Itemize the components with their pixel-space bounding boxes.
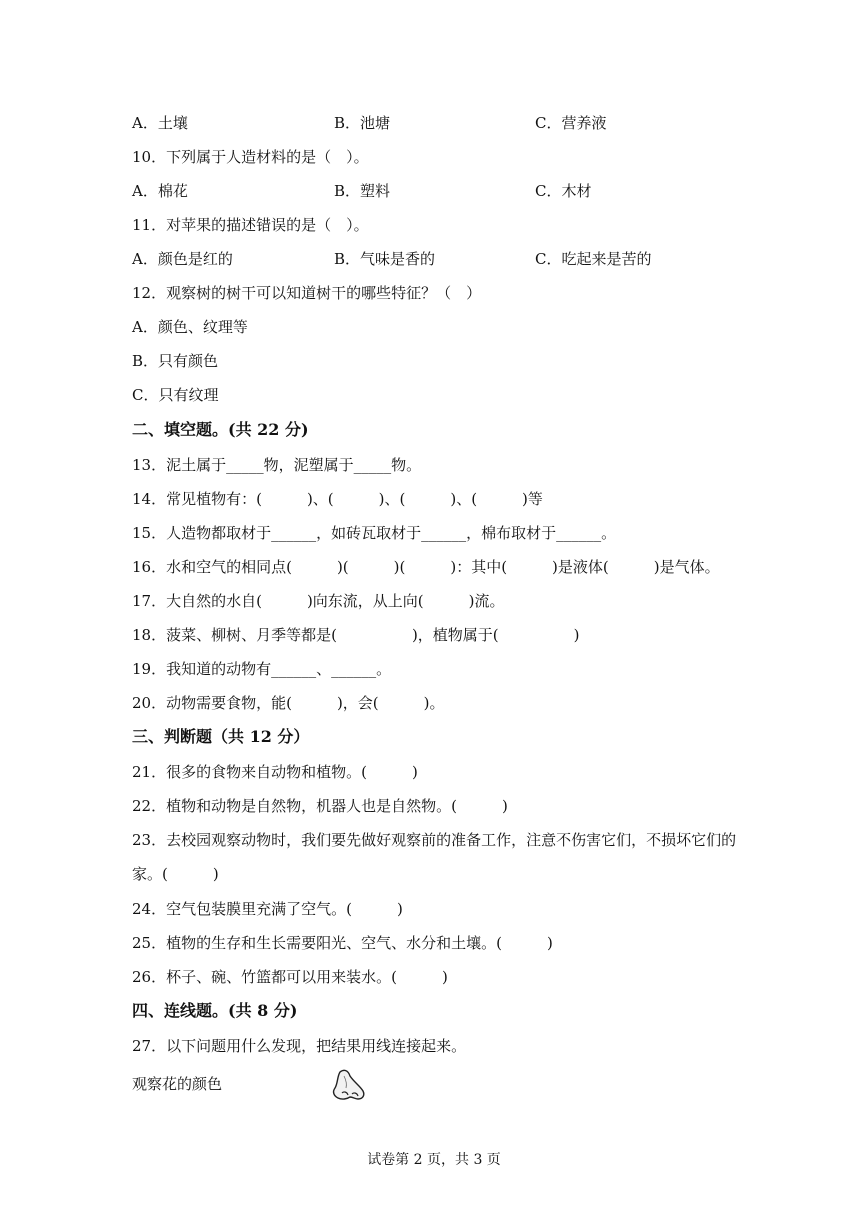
q10-option-c: C．木材 bbox=[535, 182, 592, 200]
q22: 22．植物和动物是自然物，机器人也是自然物。( ) bbox=[132, 797, 508, 815]
q16: 16．水和空气的相同点( )( )( )：其中( )是液体( )是气体。 bbox=[132, 558, 720, 576]
q11-stem: 11．对苹果的描述错误的是（ ）。 bbox=[132, 216, 369, 234]
q26: 26．杯子、碗、竹篮都可以用来装水。( ) bbox=[132, 968, 448, 986]
section-match-heading: 四、连线题。(共 8 分) bbox=[132, 1001, 298, 1020]
q19: 19．我知道的动物有______、______。 bbox=[132, 660, 392, 678]
q12-option-c: C．只有纹理 bbox=[132, 386, 219, 404]
q9-option-c: C．营养液 bbox=[535, 114, 607, 132]
q23: 23．去校园观察动物时，我们要先做好观察前的准备工作，注意不伤害它们，不损坏它们的 bbox=[132, 831, 737, 849]
q9-option-a: A．土壤 bbox=[132, 114, 188, 132]
q9-option-b: B．池塘 bbox=[334, 114, 391, 132]
q14: 14．常见植物有：( )、( )、( )、( )等 bbox=[132, 490, 543, 508]
q24: 24．空气包装膜里充满了空气。( ) bbox=[132, 900, 403, 918]
q11-option-b: B．气味是香的 bbox=[334, 250, 436, 268]
match-left-item: 观察花的颜色 bbox=[132, 1075, 223, 1093]
q10-option-b: B．塑料 bbox=[334, 182, 391, 200]
q18: 18．菠菜、柳树、月季等都是( )，植物属于( ) bbox=[132, 626, 580, 644]
section-fill-heading: 二、填空题。(共 22 分) bbox=[132, 420, 309, 439]
q10-option-a: A．棉花 bbox=[132, 182, 188, 200]
section-judge-heading: 三、判断题（共 12 分） bbox=[132, 727, 310, 746]
q25: 25．植物的生存和生长需要阳光、空气、水分和土壤。( ) bbox=[132, 934, 553, 952]
q12-option-b: B．只有颜色 bbox=[132, 352, 219, 370]
q11-option-a: A．颜色是红的 bbox=[132, 250, 233, 268]
q10-stem: 10．下列属于人造材料的是（ ）。 bbox=[132, 148, 369, 166]
q20: 20．动物需要食物，能( )，会( )。 bbox=[132, 694, 445, 712]
q12-option-a: A．颜色、纹理等 bbox=[132, 318, 248, 336]
q17: 17．大自然的水自( )向东流，从上向( )流。 bbox=[132, 592, 505, 610]
q12-stem: 12．观察树的树干可以知道树干的哪些特征？（ ） bbox=[132, 284, 482, 302]
q13: 13．泥土属于_____物，泥塑属于_____物。 bbox=[132, 456, 422, 474]
q15: 15．人造物都取材于______，如砖瓦取材于______，棉布取材于______。 bbox=[132, 524, 617, 542]
q21: 21．很多的食物来自动物和植物。( ) bbox=[132, 763, 418, 781]
q27: 27．以下问题用什么发现，把结果用线连接起来。 bbox=[132, 1037, 467, 1055]
q23-continued: 家。( ) bbox=[132, 865, 219, 883]
page-footer: 试卷第 2 页，共 3 页 bbox=[367, 1152, 501, 1168]
nose-icon bbox=[328, 1068, 368, 1102]
q11-option-c: C．吃起来是苦的 bbox=[535, 250, 652, 268]
